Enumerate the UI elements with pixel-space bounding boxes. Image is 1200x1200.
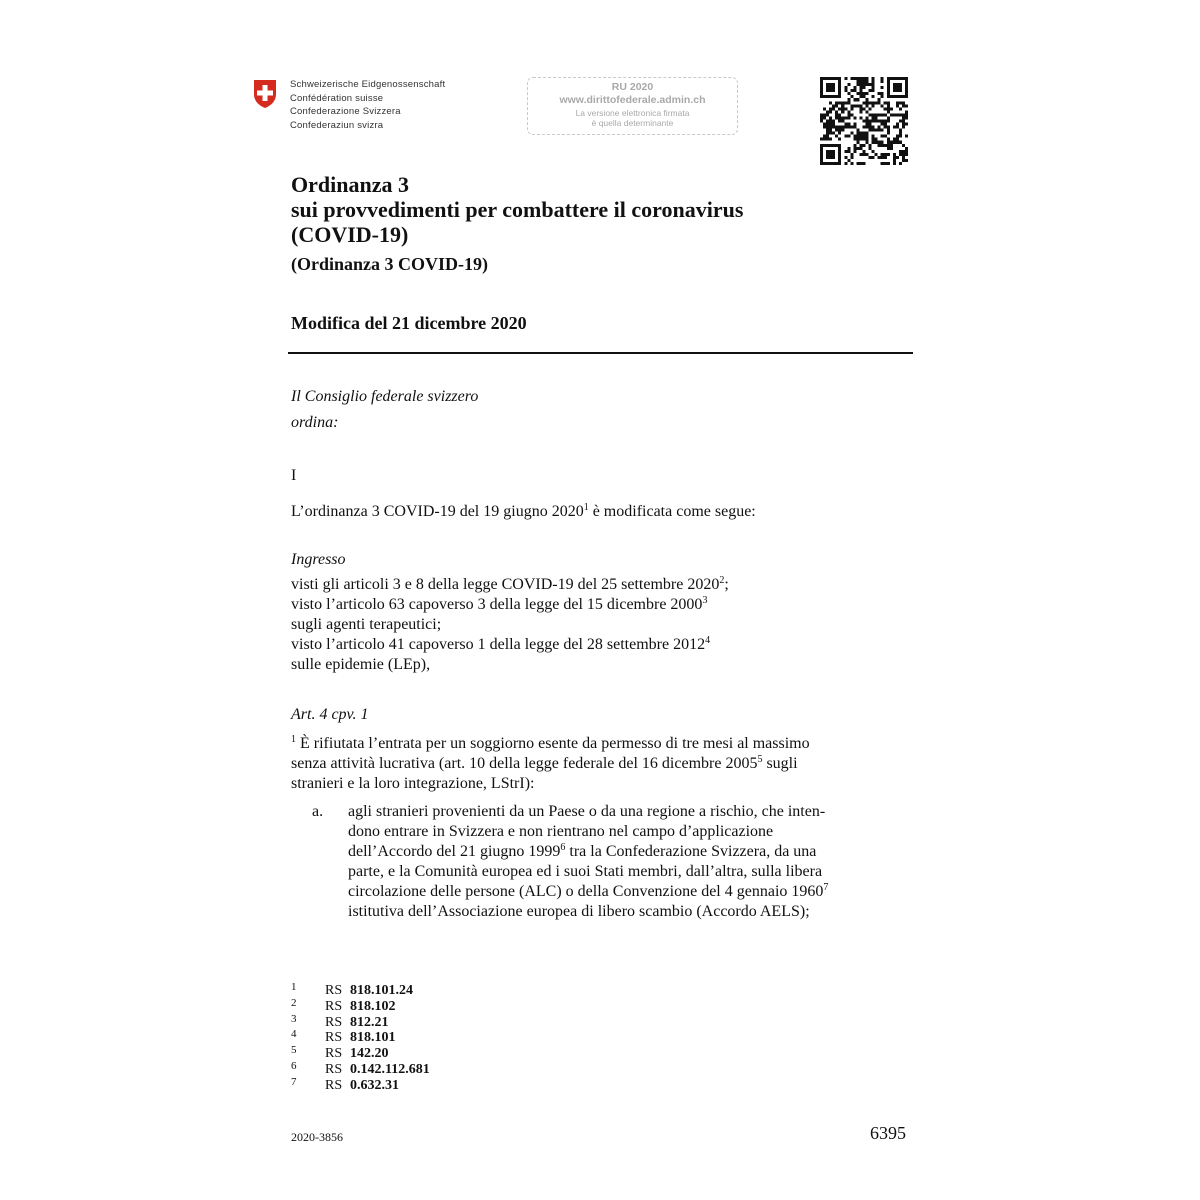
- item-text: istitutiva dell’Associazione europea di libero scambio (Accordo AELS);: [348, 903, 810, 920]
- ingresso-heading: Ingresso: [291, 551, 346, 568]
- footnote-prefix: RS: [325, 998, 343, 1014]
- list-letter: a.: [312, 803, 324, 820]
- footnote-prefix: RS: [325, 1046, 343, 1062]
- footnote-number: 2: [291, 996, 297, 1009]
- ingresso-punct: ;: [724, 576, 729, 593]
- item-text: circolazione delle persone (ALC) o della Convenzione del 4 gennaio 1960: [348, 883, 824, 900]
- subtitle: (Ordinanza 3 COVID-19): [291, 254, 488, 274]
- stamp-note-2: è quella determinante: [591, 118, 674, 128]
- footnote-ref[interactable]: 5: [757, 754, 763, 765]
- footnote-prefix: RS: [325, 1061, 343, 1077]
- footnote-reference[interactable]: 142.20: [350, 1046, 389, 1062]
- ingresso-line: sugli agenti terapeutici;: [291, 616, 442, 633]
- qr-code-icon: [820, 77, 908, 165]
- footnote-reference[interactable]: 0.632.31: [350, 1077, 399, 1093]
- footnote-prefix: RS: [325, 1030, 343, 1046]
- conf-name-it: Confederazione Svizzera: [290, 106, 401, 118]
- footnote-prefix: RS: [325, 1014, 343, 1030]
- conf-name-rm: Confederaziun svizra: [290, 119, 384, 131]
- footnote-number: 3: [291, 1012, 297, 1025]
- item-text: dell’Accordo del 21 giugno 1999: [348, 843, 561, 860]
- conf-name-de: Schweizerische Eidgenossenschaft: [290, 79, 446, 90]
- footnote-number: 5: [291, 1044, 297, 1057]
- official-stamp: [527, 77, 738, 135]
- intro-rest: è modificata come segue:: [588, 503, 756, 520]
- paragraph-text: sugli: [762, 755, 798, 772]
- intro-paragraph: [291, 502, 756, 522]
- intro-text: L’ordinanza 3 COVID-19 del 19 giugno 2020: [291, 503, 584, 520]
- footnote-reference[interactable]: 818.101: [350, 1030, 396, 1046]
- footnote-number: 4: [291, 1028, 297, 1041]
- footnote-prefix: RS: [325, 983, 343, 998]
- document-number: 2020-3856: [291, 1130, 343, 1144]
- preamble: [291, 384, 478, 436]
- item-text: dono entrare in Svizzera e non rientrano nel campo d’applicazione: [348, 823, 774, 840]
- footnote-number: 6: [291, 1059, 297, 1072]
- item-text: parte, e la Comunità europea ed i suoi Stati membri, dall’altra, sulla libera: [348, 863, 823, 880]
- article-heading: Art. 4 cpv. 1: [291, 706, 369, 723]
- footnote-item: [291, 1075, 430, 1094]
- ingresso-text: [291, 575, 729, 675]
- ingresso-line: visto l’articolo 63 capoverso 3 della legge del 15 dicembre 2000: [291, 596, 703, 613]
- stamp-ru: RU 2020: [611, 81, 654, 93]
- ingresso-line: visti gli articoli 3 e 8 della legge COVID-19 del 25 settembre 2020: [291, 576, 720, 593]
- title-line-3: (COVID-19): [291, 222, 409, 247]
- section-numeral: I: [291, 467, 297, 484]
- item-text: agli stranieri provenienti da un Paese o da una regione a rischio, che inten-: [348, 803, 826, 820]
- ingresso-line: visto l’articolo 41 capoverso 1 della legge del 28 settembre 2012: [291, 636, 706, 653]
- page-title: [291, 172, 743, 247]
- footnote-ref[interactable]: 7: [823, 882, 829, 893]
- title-line-2: sui provvedimenti per combattere il coronavirus: [291, 197, 744, 222]
- divider: [288, 352, 913, 354]
- paragraph-text: senza attività lucrativa (art. 10 della legge federale del 16 dicembre 2005: [291, 755, 758, 772]
- footnote-ref[interactable]: 2: [719, 575, 725, 586]
- paragraph-number: 1: [291, 734, 296, 745]
- paragraph-text: stranieri e la loro integrazione, LStrI):: [291, 775, 535, 792]
- stamp-note-1: La versione elettronica firmata: [575, 108, 690, 118]
- footnote-prefix: RS: [325, 1077, 343, 1093]
- federal-council: Il Consiglio federale svizzero: [291, 388, 479, 405]
- ordains: ordina:: [291, 414, 339, 431]
- footnote-reference[interactable]: 818.102: [350, 998, 396, 1014]
- footnote-ref[interactable]: 3: [702, 595, 708, 606]
- page-number: 6395: [870, 1123, 906, 1143]
- footnote-ref[interactable]: 4: [705, 635, 711, 646]
- footnotes: [291, 983, 430, 1094]
- conf-name-fr: Confédération suisse: [290, 92, 384, 104]
- paragraph-text: È rifiutata l’entrata per un soggiorno esente da permesso di tre mesi al massimo: [296, 735, 810, 752]
- footnote-number: 7: [291, 1075, 297, 1088]
- amendment-date: Modifica del 21 dicembre 2020: [291, 313, 527, 333]
- confederation-names: [290, 78, 445, 132]
- list-item: [348, 802, 909, 922]
- item-text: tra la Confederazione Svizzera, da una: [565, 843, 817, 860]
- footnote-reference[interactable]: 812.21: [350, 1014, 389, 1030]
- footnote-reference[interactable]: 818.101.24: [350, 983, 413, 998]
- swiss-cross-icon: [252, 78, 278, 110]
- footnote-reference[interactable]: 0.142.112.681: [350, 1061, 430, 1077]
- footnote-number: 1: [291, 981, 297, 993]
- footnote-ref[interactable]: 1: [583, 502, 589, 513]
- stamp-url: www.dirittofederale.admin.ch: [559, 94, 706, 106]
- article-paragraph-1: [291, 734, 909, 794]
- footnote-ref[interactable]: 6: [560, 842, 566, 853]
- title-line-1: Ordinanza 3: [291, 172, 409, 197]
- ingresso-line: sulle epidemie (LEp),: [291, 656, 431, 673]
